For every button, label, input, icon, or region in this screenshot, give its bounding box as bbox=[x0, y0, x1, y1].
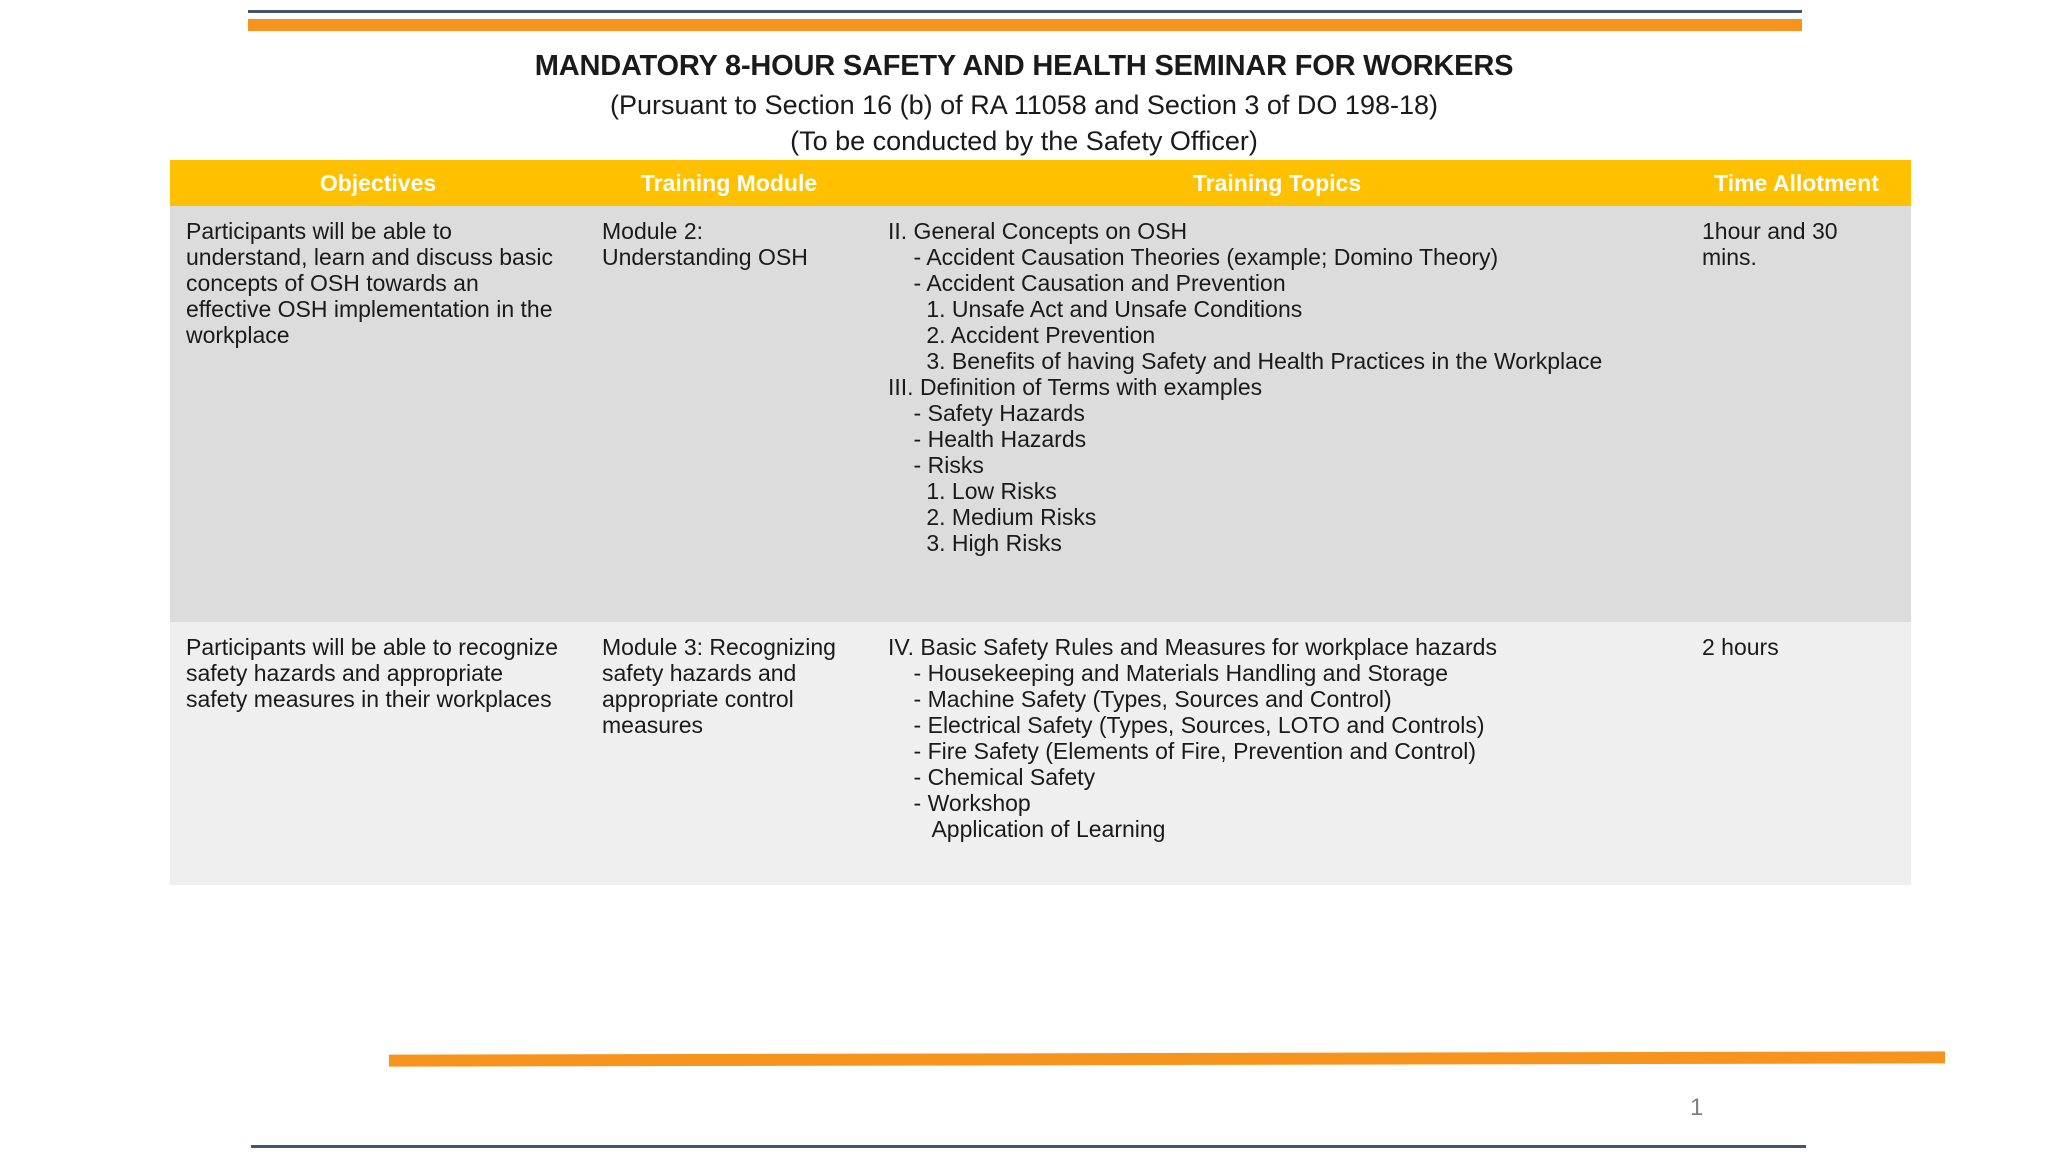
topics-cell bbox=[872, 206, 1682, 622]
module-cell: Module 3: Recognizing safety hazards and appropriate control measures bbox=[586, 622, 872, 885]
topic-line: - Risks bbox=[888, 452, 984, 478]
document-title: MANDATORY 8-HOUR SAFETY AND HEALTH SEMINAR FOR WORKERS bbox=[534, 50, 1514, 82]
topic-line: 2. Accident Prevention bbox=[888, 322, 1156, 348]
topic-line: IV. Basic Safety Rules and Measures for workplace hazards bbox=[888, 634, 1497, 660]
topic-line: - Fire Safety (Elements of Fire, Prevention and Control) bbox=[888, 738, 1477, 764]
conductor-note: (To be conducted by the Safety Officer) bbox=[790, 126, 1258, 156]
table-header-row bbox=[170, 160, 1911, 206]
topic-line: - Workshop bbox=[888, 790, 1031, 816]
topic-line: 2. Medium Risks bbox=[888, 504, 1097, 530]
topics-cell bbox=[872, 622, 1682, 885]
document-subtitle: (Pursuant to Section 16 (b) of RA 11058 and Section 3 of DO 198-18) bbox=[610, 90, 1438, 120]
page-number: 1 bbox=[1690, 1094, 1704, 1121]
topic-line: - Housekeeping and Materials Handling and Storage bbox=[888, 660, 1449, 686]
module-cell: Module 2: Understanding OSH bbox=[586, 206, 872, 622]
bottom-dark-rule bbox=[251, 1145, 1806, 1148]
topic-line: - Safety Hazards bbox=[888, 400, 1085, 426]
topic-line: - Accident Causation and Prevention bbox=[888, 270, 1286, 296]
topic-line: Application of Learning bbox=[888, 816, 1166, 842]
topic-line: 1. Low Risks bbox=[888, 478, 1057, 504]
table-row bbox=[170, 622, 1911, 885]
topic-line: 1. Unsafe Act and Unsafe Conditions bbox=[888, 296, 1303, 322]
header-training-module: Training Module bbox=[586, 160, 872, 206]
top-orange-rule bbox=[248, 19, 1802, 31]
header-objectives: Objectives bbox=[170, 160, 586, 206]
header-time-allotment: Time Allotment bbox=[1682, 160, 1911, 206]
objective-cell: Participants will be able to recognize safety hazards and appropriate safety measures in their workplaces bbox=[170, 622, 586, 885]
top-dark-rule bbox=[248, 10, 1802, 13]
topic-line: - Chemical Safety bbox=[888, 764, 1096, 790]
header-training-topics: Training Topics bbox=[872, 160, 1682, 206]
topic-line: 3. Benefits of having Safety and Health Practices in the Workplace bbox=[888, 348, 1603, 374]
table-row bbox=[170, 206, 1911, 622]
time-cell: 1hour and 30 mins. bbox=[1682, 206, 1911, 622]
topic-line: - Machine Safety (Types, Sources and Control) bbox=[888, 686, 1392, 712]
topic-line: - Electrical Safety (Types, Sources, LOTO and Controls) bbox=[888, 712, 1485, 738]
topic-line: II. General Concepts on OSH bbox=[888, 218, 1188, 244]
time-cell: 2 hours bbox=[1682, 622, 1911, 885]
topic-line: 3. High Risks bbox=[888, 530, 1062, 556]
bottom-orange-rule bbox=[389, 1051, 1945, 1066]
topic-line: - Accident Causation Theories (example; Domino Theory) bbox=[888, 244, 1499, 270]
topic-line: III. Definition of Terms with examples bbox=[888, 374, 1263, 400]
objective-cell: Participants will be able to understand, learn and discuss basic concepts of OSH towards an effective OSH implementation in the workplace bbox=[170, 206, 586, 622]
topic-line: - Health Hazards bbox=[888, 426, 1087, 452]
seminar-table bbox=[170, 160, 1911, 885]
